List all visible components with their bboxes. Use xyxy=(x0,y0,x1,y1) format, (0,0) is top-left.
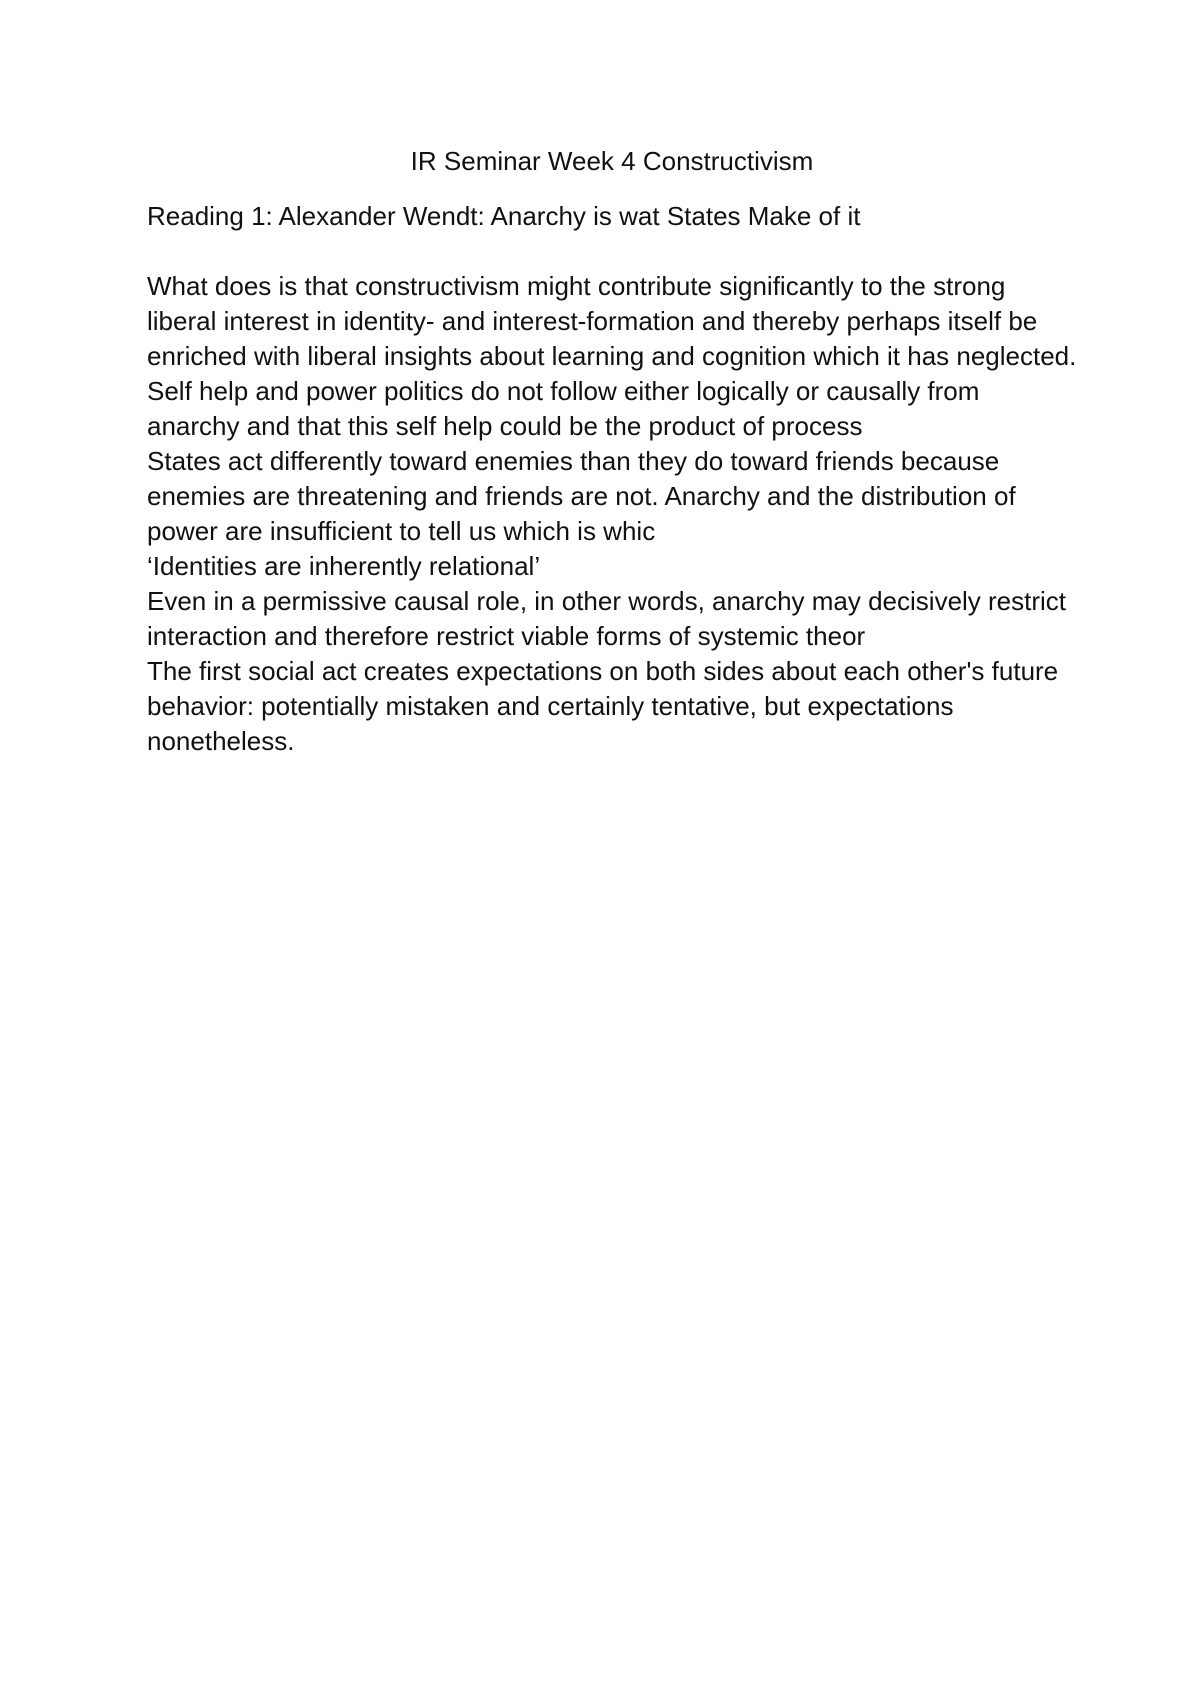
note-paragraph: Self help and power politics do not follow either logically or causally from anarchy and that this self help could be the product of process xyxy=(147,376,980,441)
note-paragraph: Even in a permissive causal role, in other words, anarchy may decisively restrict interaction and therefore restrict viable forms of systemic theor xyxy=(147,586,1067,651)
note-paragraph: States act differently toward enemies than they do toward friends because enemies are threatening and friends are not. Anarchy and the distribution of power are insufficient to tell us which is whic xyxy=(147,446,1016,546)
document-content xyxy=(147,144,1077,759)
note-paragraph: ‘Identities are inherently relational’ xyxy=(147,551,541,581)
note-paragraph: What does is that constructivism might contribute significantly to the strong liberal interest in identity- and interest-formation and thereby perhaps itself be enriched with liberal insights about learning and cognition which it has neglected. xyxy=(147,271,1077,371)
notes-section xyxy=(147,269,1077,759)
document-title: IR Seminar Week 4 Constructivism xyxy=(410,146,814,176)
reading-heading: Reading 1: Alexander Wendt: Anarchy is wat States Make of it xyxy=(147,201,861,231)
note-paragraph: The first social act creates expectations on both sides about each other's future behavior: potentially mistaken and certainly tentative, but expectations nonetheless. xyxy=(147,656,1059,756)
